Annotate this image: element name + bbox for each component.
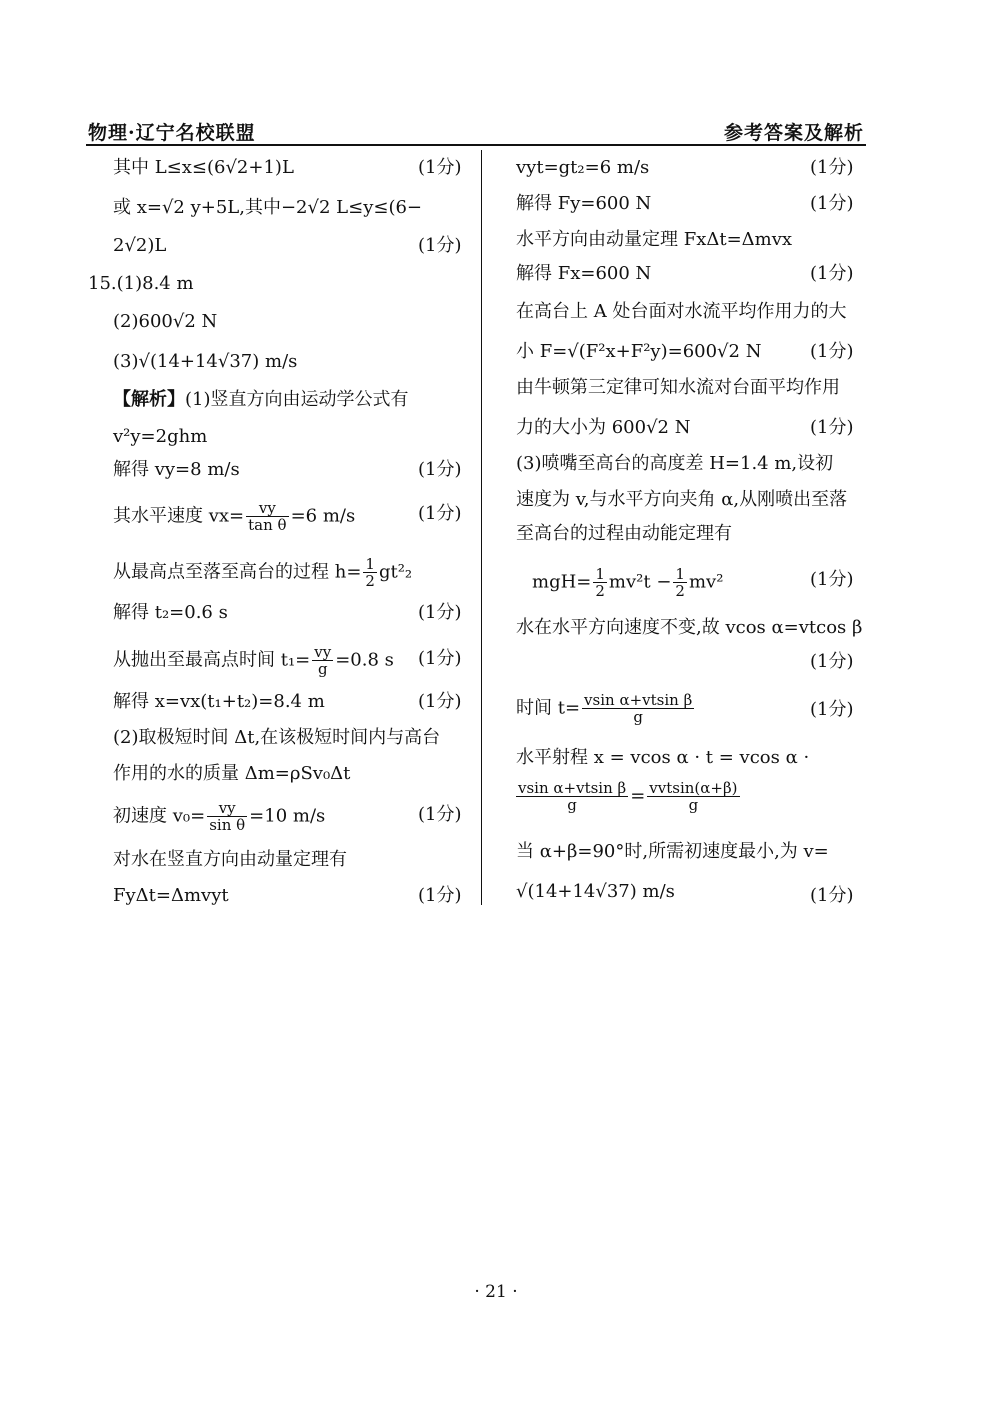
score-mark: (1分) [810,417,854,438]
text-line: 力的大小为 600√2 N [516,417,691,438]
text-line: 当 α+β=90°时,所需初速度最小,为 v= [516,841,829,862]
text-line: 在高台上 A 处台面对水流平均作用力的大 [516,301,847,322]
fraction [593,566,607,599]
equation: 小 F=√(F²x+F²y)=600√2 N [516,341,762,362]
denominator: g [633,708,643,726]
eq-text: =0.8 s [335,649,394,671]
eq-text: 初速度 v₀= [113,805,206,827]
score-mark: (1分) [418,804,462,825]
column-divider [481,150,482,905]
denominator: tan θ [248,516,287,534]
eq-text: mgH= [532,571,592,593]
score-mark: (1分) [810,885,854,906]
score-mark: (1分) [418,503,462,524]
fraction [207,800,247,833]
fraction [582,692,694,725]
score-mark: (1分) [418,602,462,623]
score-mark: (1分) [418,691,462,712]
text-line: 其中 L≤x≤(6√2+1)L [113,157,294,178]
score-mark: (1分) [810,699,854,720]
score-mark: (1分) [418,235,462,256]
denominator: g [567,796,577,814]
eq-text: mv²t − [608,571,672,593]
numerator: 1 [675,565,685,583]
text-line: 作用的水的质量 Δm=ρSv₀Δt [113,763,351,784]
answer-3: (3)√(14+14√37) m/s [113,351,298,372]
denominator: 2 [365,572,375,590]
numerator: vsin α+vtsin β [584,691,693,709]
numerator: vy [314,643,332,661]
numerator: 1 [365,555,375,573]
text-line: 解得 Fy=600 N [516,193,652,214]
denominator: 2 [675,582,685,600]
text-line: 水平方向由动量定理 FxΔt=Δmvx [516,229,793,250]
score-mark: (1分) [418,459,462,480]
text-line: 解得 vy=8 m/s [113,459,240,480]
score-mark: (1分) [810,651,854,672]
numerator: vvtsin(α+β) [649,779,738,797]
fraction [516,780,628,813]
eq-text: =6 m/s [290,505,356,527]
denominator: g [317,660,328,678]
eq-text: = [630,785,646,807]
eq-text: 其水平速度 vx= [113,505,245,527]
score-mark: (1分) [810,569,854,590]
equation [532,566,723,599]
equation [113,500,355,533]
score-mark: (1分) [810,193,854,214]
eq-text: 从最高点至落至高台的过程 h= [113,561,362,583]
score-mark: (1分) [418,157,462,178]
analysis-text: (1)竖直方向由运动学公式有 [185,389,409,410]
equation [113,644,394,677]
text-line: 速度为 v,与水平方向夹角 α,从刚喷出至落 [516,489,848,510]
text-line: (3)喷嘴至高台的高度差 H=1.4 m,设初 [516,453,834,474]
text-line: 对水在竖直方向由动量定理有 [113,849,347,870]
equation: FyΔt=Δmvyt [113,885,229,906]
eq-text: gt²₂ [378,561,413,583]
header-divider [86,144,866,146]
numerator: vy [207,800,247,817]
page-number: · 21 · [474,1282,518,1302]
subject-title: 物理·辽宁名校联盟 [88,122,256,144]
text-line: 由牛顿第三定律可知水流对台面平均作用 [516,377,840,398]
score-mark: (1分) [810,157,854,178]
fraction [647,780,739,813]
analysis-heading [113,388,409,412]
equation: √(14+14√37) m/s [516,881,675,902]
fraction [246,500,288,533]
equation [516,692,696,725]
score-mark: (1分) [810,263,854,284]
text-line: 至高台的过程由动能定理有 [516,523,732,544]
denominator: g [688,796,699,814]
text-line: 解得 x=vx(t₁+t₂)=8.4 m [113,691,325,712]
text-line: 水在水平方向速度不变,故 vcos α=vtcos β [516,617,863,638]
equation [113,800,325,833]
text-line: 2√2)L [113,235,167,256]
eq-text: 从抛出至最高点时间 t₁= [113,649,311,671]
text-line: 水平射程 x = vcos α · t = vcos α · [516,747,810,768]
answer-2: (2)600√2 N [113,311,218,332]
score-mark: (1分) [810,341,854,362]
equation [514,780,742,813]
numerator: vy [246,500,288,517]
analysis-tag: 【解析】 [113,389,185,410]
answer-1: 15.(1)8.4 m [88,273,194,294]
denominator: 2 [595,582,605,600]
score-mark: (1分) [418,885,462,906]
eq-text: mv² [688,571,724,593]
fraction [363,556,377,589]
text-line: 解得 Fx=600 N [516,263,652,284]
fraction [312,644,333,677]
numerator: vsin α+vtsin β [518,779,627,797]
fraction [673,566,687,599]
numerator: 1 [595,565,605,583]
text-line: (2)取极短时间 Δt,在该极短时间内与高台 [113,727,441,748]
text-line: 或 x=√2 y+5L,其中−2√2 L≤y≤(6− [113,197,422,218]
eq-text: =10 m/s [249,805,326,827]
text-line: 解得 t₂=0.6 s [113,602,228,623]
eq-text: 时间 t= [516,697,581,719]
score-mark: (1分) [418,648,462,669]
section-title: 参考答案及解析 [723,122,864,144]
equation: vyt=gt₂=6 m/s [516,157,650,178]
equation [113,556,412,589]
equation: v²y=2ghm [113,426,208,447]
denominator: sin θ [209,816,246,834]
